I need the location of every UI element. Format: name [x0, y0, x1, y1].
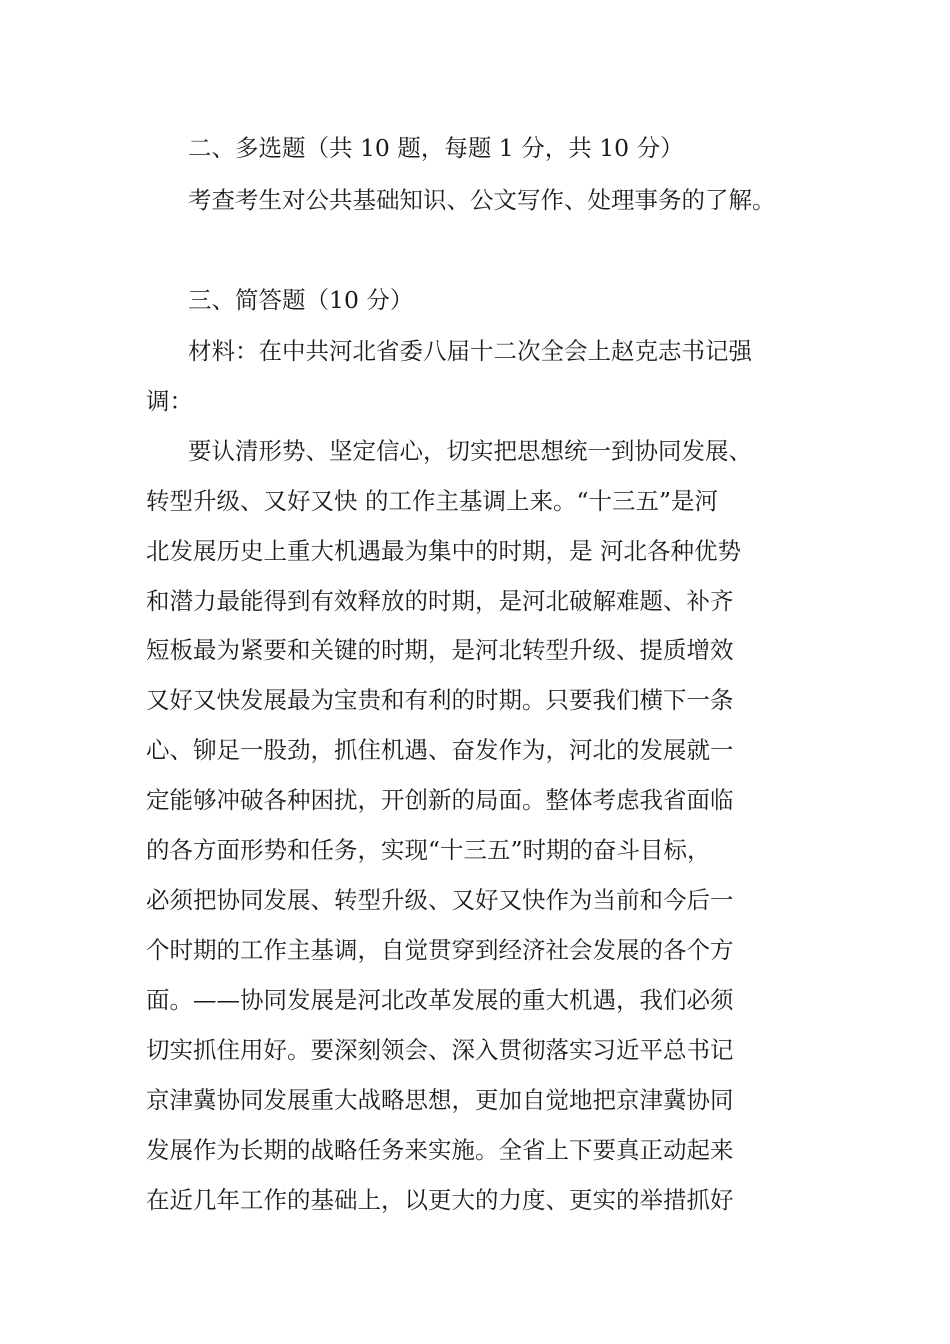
- material-line: 京津冀协同发展重大战略思想，更加自觉地把京津冀协同: [146, 1086, 734, 1114]
- material-line: 定能够冲破各种困扰，开创新的局面。整体考虑我省面临: [146, 786, 734, 814]
- material-line: 又好又快发展最为宝贵和有利的时期。只要我们横下一条: [146, 686, 734, 714]
- material-line: 短板最为紧要和关键的时期，是河北转型升级、提质增效: [146, 636, 734, 664]
- material-line: 转型升级、又好又快 的工作主基调上来。“十三五”是河: [146, 487, 718, 515]
- material-line: 心、铆足一股劲，抓住机遇、奋发作为，河北的发展就一: [146, 736, 734, 764]
- material-line: 调：: [146, 387, 193, 415]
- section-heading-multi-choice: 二、多选题（共 10 题，每题 1 分，共 10 分）: [188, 134, 684, 162]
- material-line: 个时期的工作主基调，自觉贯穿到经济社会发展的各个方: [146, 936, 734, 964]
- material-line: 和潜力最能得到有效释放的时期，是河北破解难题、补齐: [146, 587, 734, 615]
- material-line: 在近几年工作的基础上，以更大的力度、更实的举措抓好: [146, 1186, 734, 1214]
- material-line: 材料：在中共河北省委八届十二次全会上赵克志书记强: [188, 337, 752, 365]
- material-line: 面。——协同发展是河北改革发展的重大机遇，我们必须: [146, 986, 734, 1014]
- material-line: 北发展历史上重大机遇最为集中的时期，是 河北各种优势: [146, 537, 741, 565]
- material-line: 的各方面形势和任务，实现“十三五”时期的奋斗目标，: [146, 836, 711, 864]
- material-line: 要认清形势、坚定信心，切实把思想统一到协同发展、: [188, 437, 752, 465]
- section-heading-short-answer: 三、简答题（10 分）: [188, 286, 414, 314]
- material-line: 发展作为长期的战略任务来实施。全省上下要真正动起来: [146, 1136, 734, 1164]
- material-line: 必须把协同发展、转型升级、又好又快作为当前和今后一: [146, 886, 734, 914]
- material-line: 切实抓住用好。要深刻领会、深入贯彻落实习近平总书记: [146, 1036, 734, 1064]
- section-description: 考查考生对公共基础知识、公文写作、处理事务的了解。: [188, 186, 776, 214]
